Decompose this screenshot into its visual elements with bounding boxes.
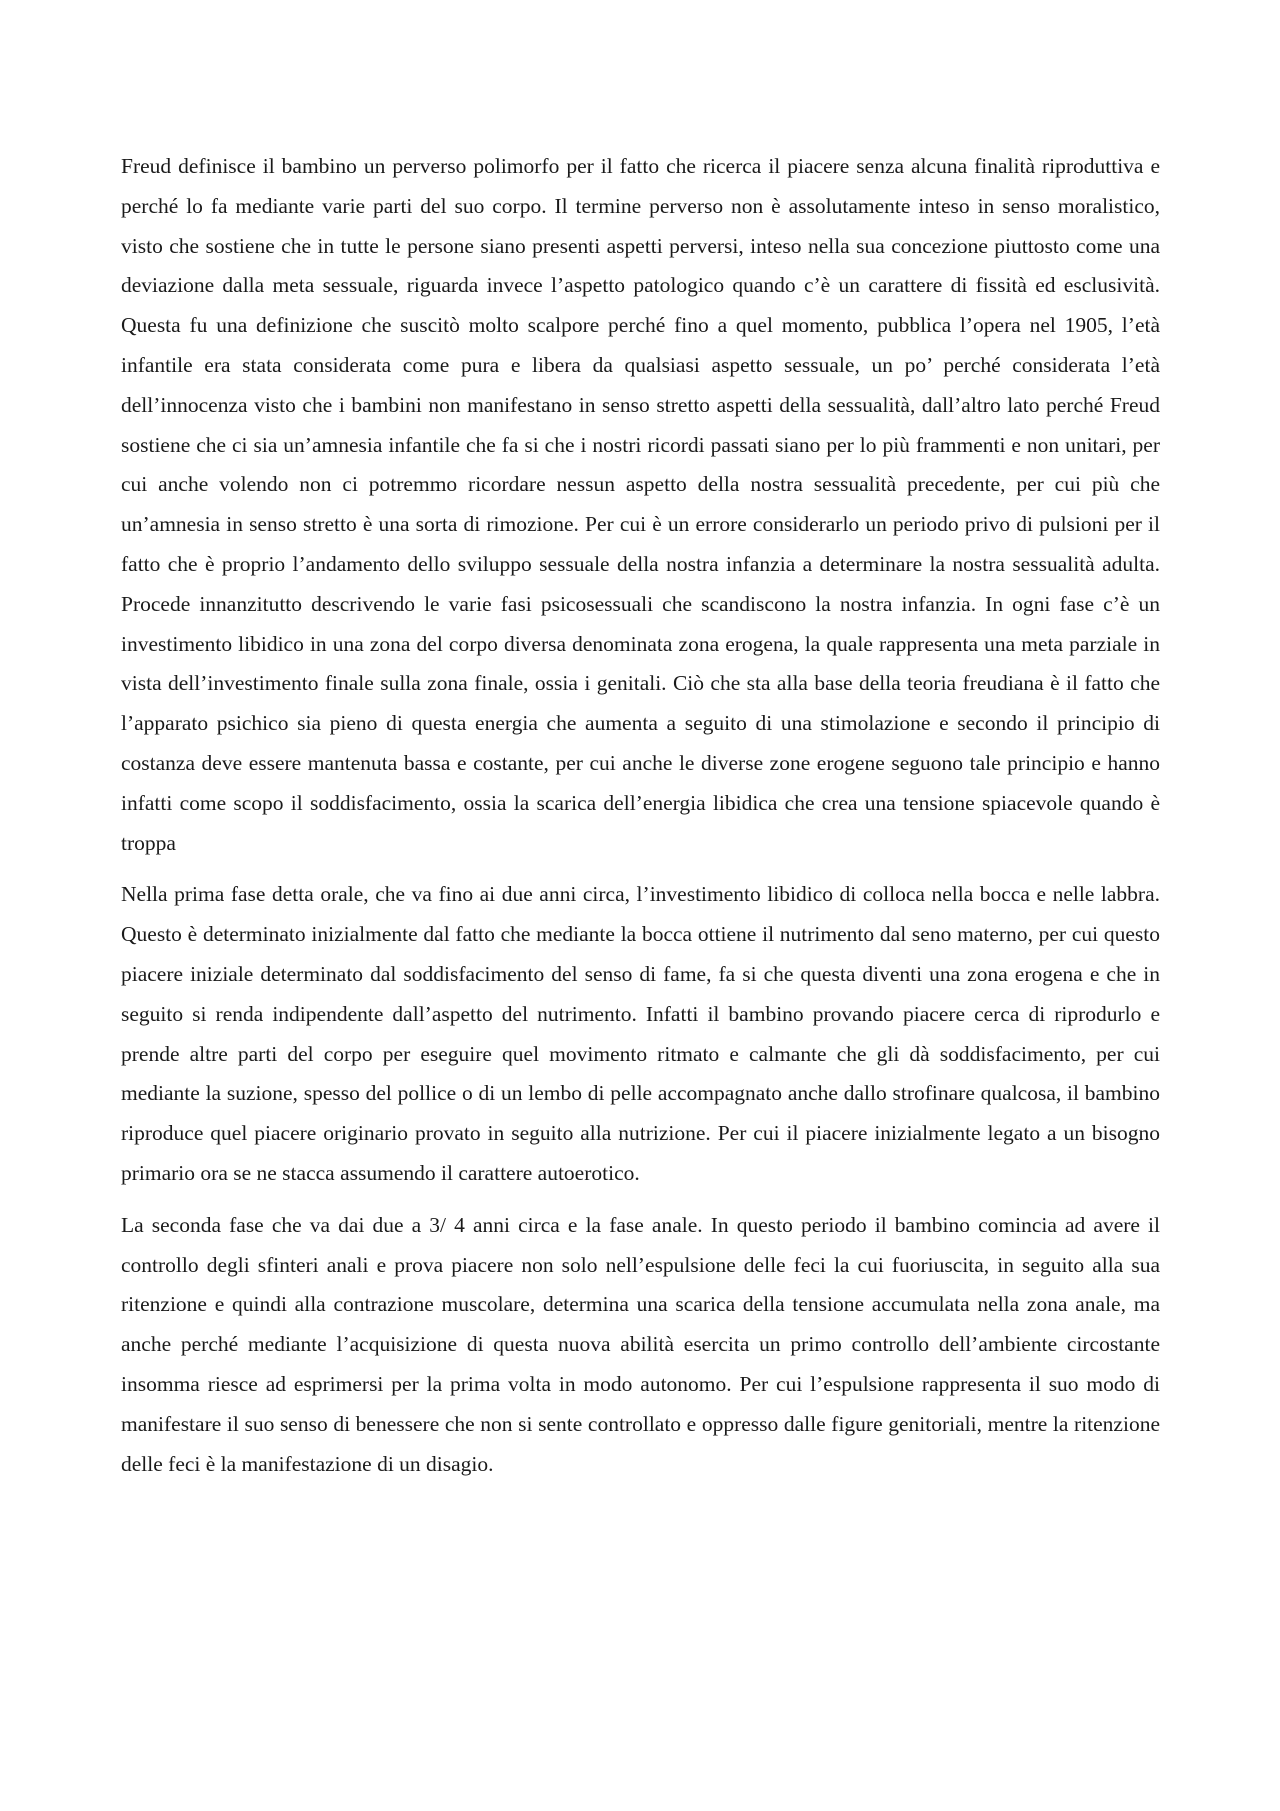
paragraph-fase-orale: Nella prima fase detta orale, che va fino ai due anni circa, l’investimento libidico di colloca nella bocca e nelle labbra. Questo è determinato inizialmente dal fatto che mediante la bocca ottiene il nutrimento dal seno materno, per cui questo piacere iniziale determinato dal soddisfacimento del senso di fame, fa si che questa diventi una zona erogena e che in seguito si renda indipendente dall’aspetto del nutrimento. Infatti il bambino provando piacere cerca di riprodurlo e prende altre parti del corpo per eseguire quel movimento ritmato e calmante che gli dà soddisfacimento, per cui mediante la suzione, spesso del pollice o di un lembo di pelle accompagnato anche dallo strofinare qualcosa, il bambino riproduce quel piacere originario provato in seguito alla nutrizione. Per cui il piacere inizialmente legato a un bisogno primario ora se ne stacca assumendo il carattere autoerotico.: [121, 882, 1160, 1185]
paragraph-freud-perverso-polimorfo: Freud definisce il bambino un perverso polimorfo per il fatto che ricerca il piacere senza alcuna finalità riproduttiva e perché lo fa mediante varie parti del suo corpo. Il termine perverso non è assolutamente inteso in senso moralistico, visto che sostiene che in tutte le persone siano presenti aspetti perversi, inteso nella sua concezione piuttosto come una deviazione dalla meta sessuale, riguarda invece l’aspetto patologico quando c’è un carattere di fissità ed esclusività. Questa fu una definizione che suscitò molto scalpore perché fino a quel momento, pubblica l’opera nel 1905, l’età infantile era stata considerata come pura e libera da qualsiasi aspetto sessuale, un po’ perché considerata l’età dell’innocenza visto che i bambini non manifestano in senso stretto aspetti della sessualità, dall’altro lato perché Freud sostiene che ci sia un’amnesia infantile che fa si che i nostri ricordi passati siano per lo più frammenti e non unitari, per cui anche volendo non ci potremmo ricordare nessun aspetto della nostra sessualità precedente, per cui più che un’amnesia in senso stretto è una sorta di rimozione. Per cui è un errore considerarlo un periodo privo di pulsioni per il fatto che è proprio l’andamento dello sviluppo sessuale della nostra infanzia a determinare la nostra sessualità adulta. Procede innanzitutto descrivendo le varie fasi psicosessuali che scandiscono la nostra infanzia. In ogni fase c’è un investimento libidico in una zona del corpo diversa denominata zona erogena, la quale rappresenta una meta parziale in vista dell’investimento finale sulla zona finale, ossia i genitali. Ciò che sta alla base della teoria freudiana è il fatto che l’apparato psichico sia pieno di questa energia che aumenta a seguito di una stimolazione e secondo il principio di costanza deve essere mantenuta bassa e costante, per cui anche le diverse zone erogene seguono tale principio e hanno infatti come scopo il soddisfacimento, ossia la scarica dell’energia libidica che crea una tensione spiacevole quando è troppa: [121, 154, 1160, 855]
paragraph-fase-anale: La seconda fase che va dai due a 3/ 4 anni circa e la fase anale. In questo periodo il bambino comincia ad avere il controllo degli sfinteri anali e prova piacere non solo nell’espulsione delle feci la cui fuoriuscita, in seguito alla sua ritenzione e quindi alla contrazione muscolare, determina una scarica della tensione accumulata nella zona anale, ma anche perché mediante l’acquisizione di questa nuova abilità esercita un primo controllo dell’ambiente circostante insomma riesce ad esprimersi per la prima volta in modo autonomo. Per cui l’espulsione rappresenta il suo modo di manifestare il suo senso di benessere che non si sente controllato e oppresso dalle figure genitoriali, mentre la ritenzione delle feci è la manifestazione di un disagio.: [121, 1212, 1160, 1476]
